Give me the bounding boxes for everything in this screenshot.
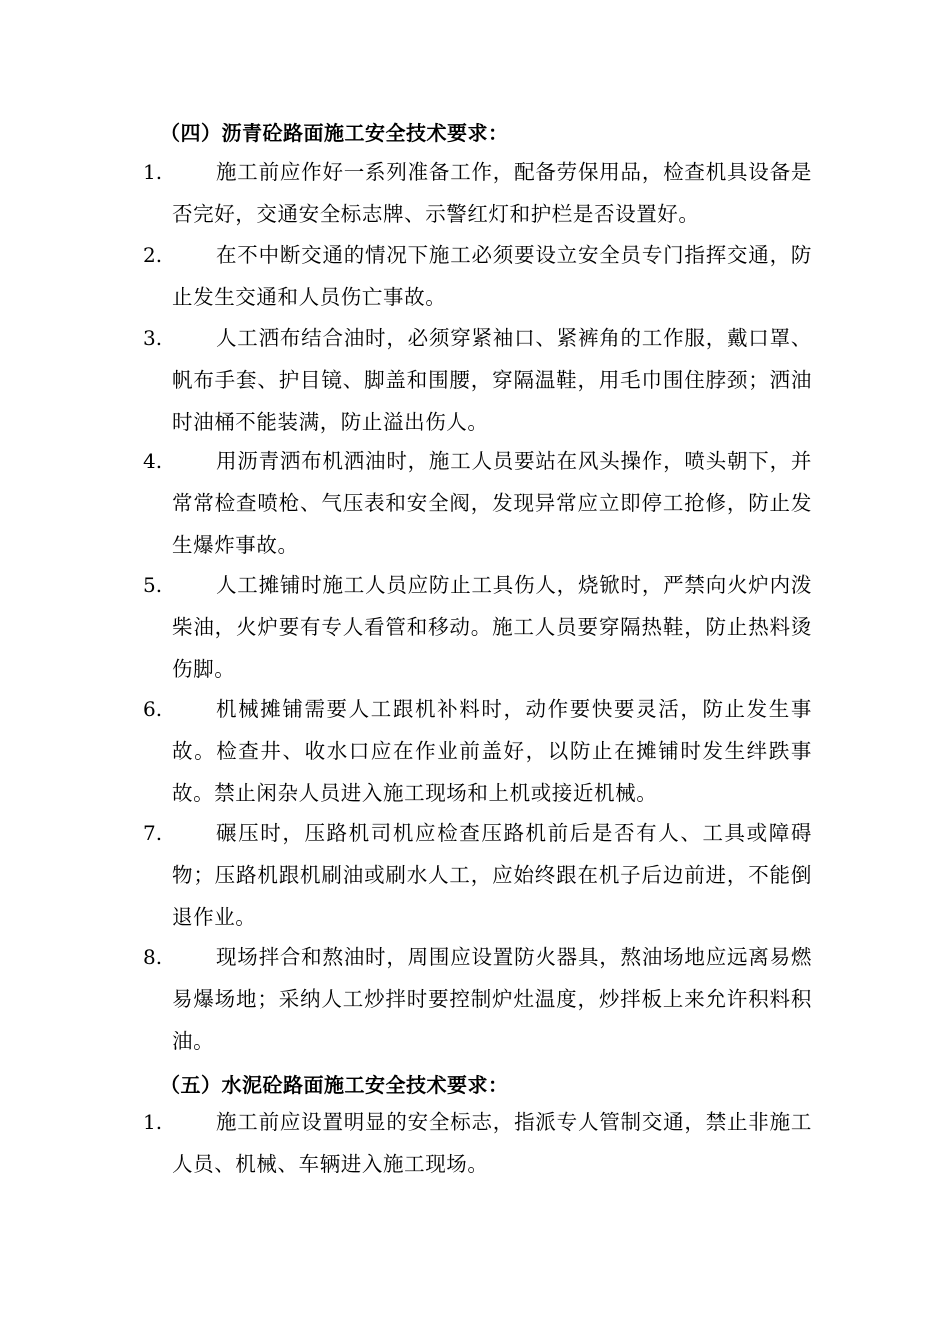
- list-text: 现场拌合和熬油时，周围应设置防火器具，熬油场地应远离易燃易爆场地；采纳人工炒拌时要控制炉灶温度，炒拌板上来允许积料积油。: [172, 945, 812, 1053]
- list-text: 在不中断交通的情况下施工必须要设立安全员专门指挥交通，防止发生交通和人员伤亡事故。: [172, 243, 812, 309]
- list-number: 3.: [143, 326, 163, 350]
- list-text: 人工摊铺时施工人员应防止工具伤人，烧锨时，严禁向火炉内泼柴油，火炉要有专人看管和移动。施工人员要穿隔热鞋，防止热料烫伤脚。: [172, 573, 812, 681]
- list-number: 7.: [143, 821, 163, 845]
- section-4-heading: （四）沥青砼路面施工安全技术要求：: [160, 121, 509, 145]
- list-number: 8.: [143, 945, 163, 969]
- list-text: 碾压时，压路机司机应检查压路机前后是否有人、工具或障碍物；压路机跟机刷油或刷水人工，应始终跟在机子后边前进，不能倒退作业。: [172, 821, 812, 929]
- section-5-heading: （五）水泥砼路面施工安全技术要求：: [160, 1073, 509, 1097]
- list-text: 施工前应作好一系列准备工作，配备劳保用品，检查机具设备是否完好，交通安全标志牌、示警红灯和护栏是否设置好。: [172, 160, 812, 226]
- list-number: 5.: [143, 573, 163, 597]
- list-text: 施工前应设置明显的安全标志，指派专人管制交通，禁止非施工人员、机械、车辆进入施工现场。: [172, 1110, 812, 1176]
- list-number: 1.: [143, 1110, 163, 1134]
- list-number: 4.: [143, 449, 163, 473]
- list-text: 机械摊铺需要人工跟机补料时，动作要快要灵活，防止发生事故。检查井、收水口应在作业前盖好，以防止在摊铺时发生绊跌事故。禁止闲杂人员进入施工现场和上机或接近机械。: [172, 697, 812, 805]
- list-text: 用沥青洒布机洒油时，施工人员要站在风头操作，喷头朝下，并常常检查喷枪、气压表和安全阀，发现异常应立即停工抢修，防止发生爆炸事故。: [172, 449, 812, 557]
- list-number: 1.: [143, 160, 163, 184]
- list-number: 2.: [143, 243, 163, 267]
- list-number: 6.: [143, 697, 163, 721]
- list-text: 人工洒布结合油时，必须穿紧袖口、紧裤角的工作服，戴口罩、帆布手套、护目镜、脚盖和围腰，穿隔温鞋，用毛巾围住脖颈；洒油时油桶不能装满，防止溢出伤人。: [172, 326, 812, 434]
